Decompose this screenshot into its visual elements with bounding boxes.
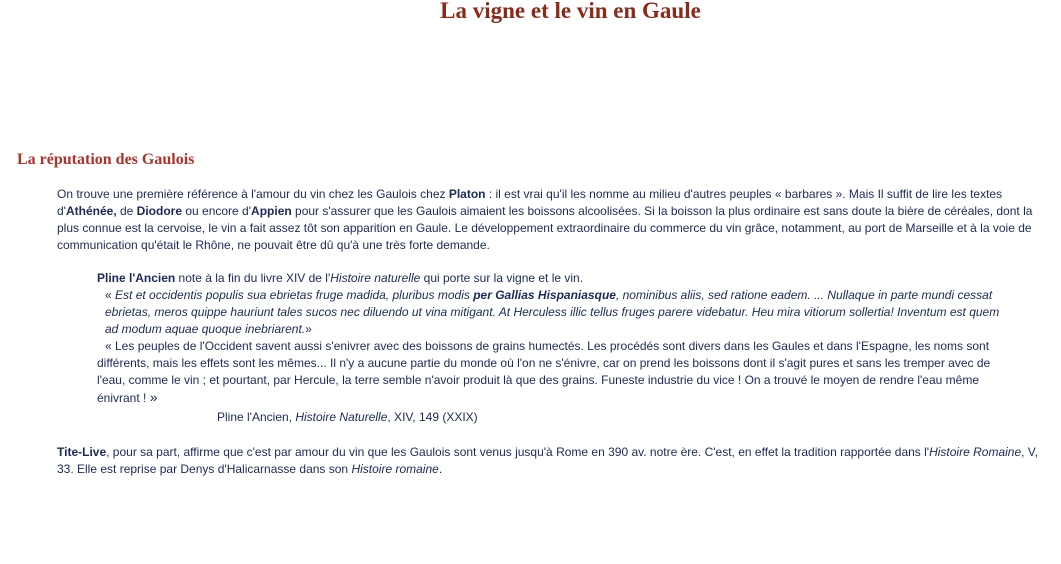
name-appien: Appien — [251, 204, 292, 218]
page-title: La vigne et le vin en Gaule — [440, 0, 701, 23]
name-diodore: Diodore — [136, 204, 183, 218]
name-titelive: Tite-Live — [57, 445, 107, 459]
name-platon: Platon — [448, 187, 486, 201]
name-pline: Pline l'Ancien — [97, 271, 176, 285]
latin-quote: « Est et occidentis populis sua ebrietas fruge madida, pluribus modis per Gallias Hispaniasque, nominibus aliis, sed ratione eadem. ... Nullaque in parte mundi cessat ebrietas, meros quippe hauriunt tales sucos nec diluendo ut vina mitigant. At Herculess illic tellus fruges parere videbatur. Heu mira vitiorum sollertia! Inventum est quem ad modum aquae quoque inebriarent.» — [105, 288, 1000, 336]
titelive-paragraph: Tite-Live, pour sa part, affirme que c'est par amour du vin que les Gaulois sont venus jusqu'à Rome en 390 av. notre ère. C'est, en effet la tradition rapportée dans l'Histoire Romaine, V, 33. Elle est reprise par Denys d'Halicarnasse dans son Histoire romaine. — [57, 445, 1039, 476]
quote-intro: Pline l'Ancien note à la fin du livre XIV de l'Histoire naturelle qui porte sur la vigne et le vin. — [97, 271, 584, 285]
intro-paragraph: On trouve une première référence à l'amour du vin chez les Gaulois chez Platon : il est vrai qu'il les nomme au milieu d'autres peuples « barbares ». Mais Il suffit de lire les textes d'Athénée, de Diodore ou encore d'Appien pour s'assurer que les Gaulois aimaient les boissons alcoolisées. Si la boisson la plus ordinaire est sans doute la bière de céréales, dont la plus connue est la cervoise, le vin a fait assez tôt son apparition en Gaule. Le développement extraordinaire du commerce du vin grâce, notamment, au port de Marseille et à la voie de communication qu'était le Rhône, ne pouvait être dû qu'à une très forte demande. — [57, 187, 1033, 252]
name-athenee: Athénée, — [65, 204, 117, 218]
quote-citation: Pline l'Ancien, Histoire Naturelle, XIV, 149 (XXIX) — [217, 410, 478, 424]
pline-quote-block — [97, 270, 1009, 426]
french-translation: « Les peuples de l'Occident savent aussi s'enivrer avec des boissons de grains humectés. Les procédés sont divers dans les Gaules et dans l'Espagne, les noms sont différents, mais les effets sont les mêmes... Il n'y a aucune partie du monde où l'on ne s'énivre, car on prend les boissons dont il s'agit pures et sans les tremper avec de l'eau, comme le vin ; et pourtant, par Hercule, la terre semble n'avoir produit là que des grains. Funeste industrie du vice ! On a trouvé le moyen de rendre l'eau même énivrant ! » — [97, 339, 991, 405]
section-heading: La réputation des Gaulois — [17, 151, 195, 168]
